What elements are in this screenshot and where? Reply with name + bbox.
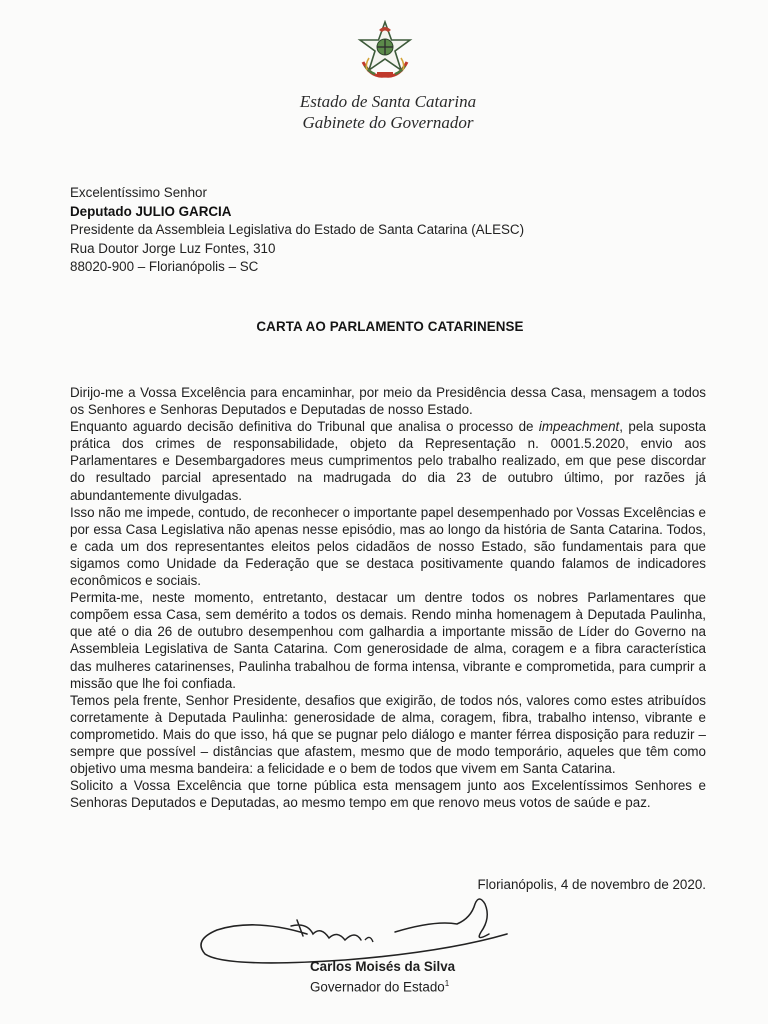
addressee-name: Deputado JULIO GARCIA [70,203,232,219]
addressee-city: 88020-900 – Florianópolis – SC [70,259,259,274]
addressee-salutation: Excelentíssimo Senhor [70,185,207,200]
footnote-marker: 1 [444,979,450,988]
paragraph-2 [70,418,706,503]
paragraph-1: Dirijo-me a Vossa Excelência para encaminhar, por meio da Presidência dessa Casa, mensagem a todos os Senhores e Senhoras Deputados e Deputadas de nosso Estado. [70,385,706,418]
signer-title: Governador do Estado [310,979,445,995]
paragraph-2-start: Enquanto aguardo decisão definitiva do Tribunal que analisa o processo de [70,419,539,435]
paragraph-2-end: , pela suposta prática dos crimes de responsabilidade, objeto da Representação n. 0001.5.2020, envio aos Parlamentares e Desembargadores meus cumprimentos pelo trabalho realizado, em que pese discordar do resultado parcial apresentado na madrugada do dia 23 de outubro último, por razões já abundantemente divulgadas. [70,419,707,503]
header-state-name: Estado de Santa Catarina [299,92,477,111]
date-line: Florianópolis, 4 de novembro de 2020. [477,877,706,892]
paragraph-2-italic-term: impeachment [538,419,620,435]
letter-title [0,319,768,334]
addressee-street: Rua Doutor Jorge Luz Fontes, 310 [70,240,276,256]
addressee-block [70,184,524,277]
santa-catarina-coat-of-arms-icon [355,20,415,82]
paragraph-4: Permita-me, neste momento, entretanto, destacar um dentre todos os nobres Parlamentares que compõem essa Casa, sem demérito a todos os demais. Rendo minha homenagem à Deputada Paulinha, que até o dia 26 de outubro desempenhou com galhardia a importante missão de Líder do Governo na Assembleia Legislativa de Santa Catarina. Com generosidade de alma, coragem e a fibra característica das mulheres catarinenses, Paulinha trabalhou de forma intensa, vibrante e comprometida, para cumprir a missão que lhe foi confiada. [70,590,706,691]
signer-block [310,958,455,995]
addressee-role: Presidente da Assembleia Legislativa do Estado de Santa Catarina (ALESC) [70,222,525,237]
letter-body [70,384,706,811]
signer-title-line [310,975,455,995]
paragraph-5: Temos pela frente, Senhor Presidente, desafios que exigirão, de todos nós, valores como estes atribuídos corretamente à Deputada Paulinha: generosidade de alma, coragem, fibra, trabalho intenso, vibrante e comprometido. Mais do que isso, há que se pugnar pelo diálogo e manter férrea disposição para reduzir – sempre que possível – distâncias que afastem, mesmo que de modo temporário, aqueles que têm como objetivo uma mesma bandeira: a felicidade e o bem de todos que vivem em Santa Catarina. [70,692,706,777]
paragraph-6: Solicito a Vossa Excelência que torne pública esta mensagem junto aos Excelentíssimos Senhores e Senhoras Deputados e Deputadas, ao mesmo tempo em que renovo meus votos de saúde e paz. [70,778,706,811]
header-office-name: Gabinete do Governador [302,113,474,132]
signer-name: Carlos Moisés da Silva [310,959,456,974]
paragraph-3: Isso não me impede, contudo, de reconhecer o importante papel desempenhado por Vossas Excelências e por essa Casa Legislativa não apenas nesse episódio, mas ao longo da história de Santa Catarina. Todos, e cada um dos representantes eleitos pelos cidadãos de nosso Estado, são fundamentais para que sigamos como Unidade da Federação que se destaca positivamente quando falamos de indicadores econômicos e sociais. [70,504,706,589]
letter-title-text: CARTA AO PARLAMENTO CATARINENSE [256,319,524,334]
